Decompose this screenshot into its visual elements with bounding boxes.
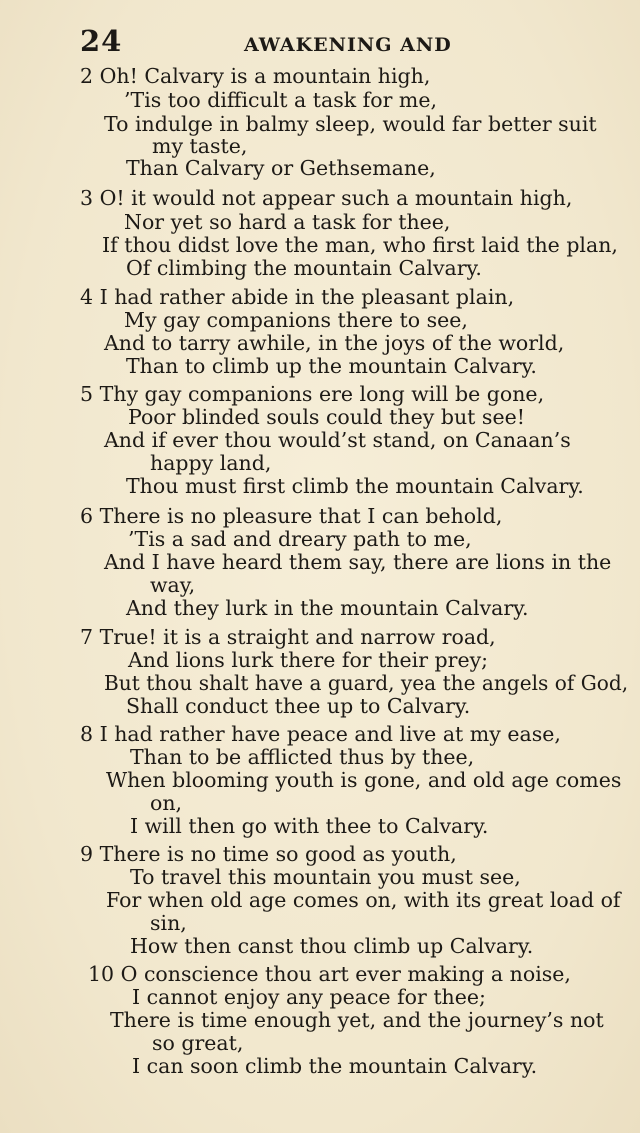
verse-number: 8 xyxy=(80,722,94,746)
verse-3-line-2: Nor yet so hard a task for thee, xyxy=(124,210,451,234)
verse-2-line-4: my taste, xyxy=(152,134,248,158)
verse-6-line-1 xyxy=(80,504,502,528)
verse-7-line-3: But thou shalt have a guard, yea the angels of God, xyxy=(104,671,629,695)
verse-5-line-5: Thou must first climb the mountain Calvary. xyxy=(126,474,584,498)
verse-9-line-3: For when old age comes on, with its great load of xyxy=(106,888,621,912)
verse-line: O! it would not appear such a mountain high, xyxy=(99,186,573,210)
verse-number: 5 xyxy=(80,382,94,406)
verse-line: I had rather have peace and live at my ease, xyxy=(99,722,561,746)
verse-4-line-1 xyxy=(80,285,514,309)
verse-2-line-5: Than Calvary or Gethsemane, xyxy=(126,156,436,180)
verse-number: 4 xyxy=(80,285,94,309)
verse-10-line-1 xyxy=(88,962,571,986)
verse-7-line-4: Shall conduct thee up to Calvary. xyxy=(126,694,471,718)
verse-line: I had rather abide in the pleasant plain, xyxy=(99,285,515,309)
verse-10-line-5: I can soon climb the mountain Calvary. xyxy=(132,1054,538,1078)
verse-number: 7 xyxy=(80,625,94,649)
verse-9-line-1 xyxy=(80,842,457,866)
verse-2-line-3: To indulge in balmy sleep, would far better suit xyxy=(104,112,597,136)
verse-number: 2 xyxy=(80,64,94,88)
verse-number: 6 xyxy=(80,504,94,528)
verse-8-line-1 xyxy=(80,722,561,746)
verse-5-line-3: And if ever thou would’st stand, on Canaan’s xyxy=(104,428,571,452)
verse-2-line-1 xyxy=(80,64,430,88)
verse-2-line-2: ’Tis too difficult a task for me, xyxy=(124,88,438,112)
verse-number: 10 xyxy=(88,962,115,986)
verse-8-line-4: on, xyxy=(150,791,183,815)
verse-5-line-4: happy land, xyxy=(150,451,272,475)
verse-10-line-3: There is time enough yet, and the journey’s not xyxy=(110,1008,604,1032)
verse-6-line-2: ’Tis a sad and dreary path to me, xyxy=(128,527,472,551)
verse-line: There is no pleasure that I can behold, xyxy=(99,504,503,528)
verse-8-line-2: Than to be afflicted thus by thee, xyxy=(130,745,475,769)
verse-10-line-2: I cannot enjoy any peace for thee; xyxy=(132,985,486,1009)
verse-4-line-2: My gay companions there to see, xyxy=(124,308,468,332)
running-head: AWAKENING AND xyxy=(244,34,452,56)
verse-8-line-5: I will then go with thee to Calvary. xyxy=(130,814,489,838)
verse-4-line-4: Than to climb up the mountain Calvary. xyxy=(126,354,537,378)
verse-9-line-2: To travel this mountain you must see, xyxy=(130,865,521,889)
verse-line: Oh! Calvary is a mountain high, xyxy=(99,64,431,88)
verse-line: Thy gay companions ere long will be gone, xyxy=(99,382,545,406)
verse-line: There is no time so good as youth, xyxy=(99,842,457,866)
page-number: 24 xyxy=(80,24,123,58)
verse-7-line-2: And lions lurk there for their prey; xyxy=(128,648,489,672)
verse-7-line-1 xyxy=(80,625,496,649)
verse-6-line-4: way, xyxy=(150,573,196,597)
verse-3-line-1 xyxy=(80,186,572,210)
verse-number: 3 xyxy=(80,186,94,210)
verse-line: O conscience thou art ever making a noise, xyxy=(120,962,571,986)
page-header xyxy=(80,24,620,64)
verse-3-line-4: Of climbing the mountain Calvary. xyxy=(126,256,482,280)
verse-number: 9 xyxy=(80,842,94,866)
verse-6-line-3: And I have heard them say, there are lions in the xyxy=(104,550,612,574)
verse-4-line-3: And to tarry awhile, in the joys of the world, xyxy=(104,331,565,355)
verse-9-line-4: sin, xyxy=(150,911,187,935)
verse-8-line-3: When blooming youth is gone, and old age comes xyxy=(106,768,622,792)
verse-3-line-3: If thou didst love the man, who first laid the plan, xyxy=(102,233,618,257)
verse-9-line-5: How then canst thou climb up Calvary. xyxy=(130,934,534,958)
verse-5-line-1 xyxy=(80,382,544,406)
verse-10-line-4: so great, xyxy=(152,1031,244,1055)
verse-line: True! it is a straight and narrow road, xyxy=(99,625,496,649)
verse-6-line-5: And they lurk in the mountain Calvary. xyxy=(126,596,529,620)
verse-5-line-2: Poor blinded souls could they but see! xyxy=(128,405,525,429)
